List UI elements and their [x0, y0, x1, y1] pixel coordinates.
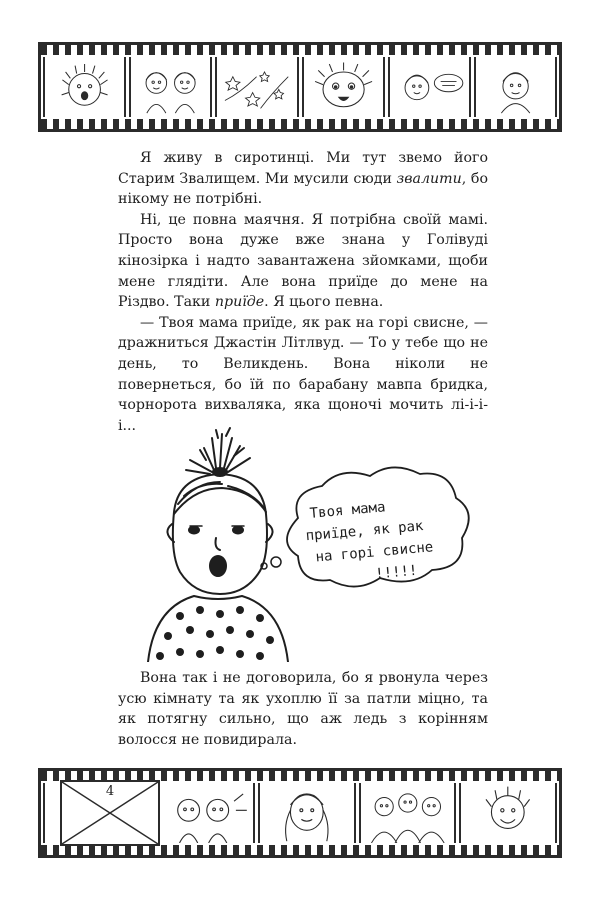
- paragraph: [118, 313, 488, 437]
- film-perforations-top: [41, 45, 559, 55]
- text-run: — Твоя мама приїде, як рак на горі свисне, — дражниться Джастін Літлвуд. — То у тебе що не день, то Великдень. Вона ніколи не повернеться, бо їй по барабану мавпа бридка, чорнорота вихваляка, яка щоночі мочить лі-і-і-і...: [118, 314, 488, 434]
- girl-shouting-sketch: [45, 57, 124, 117]
- film-frame-girl-shouting: [43, 57, 126, 117]
- girl-crying-sketch: [304, 57, 383, 117]
- film-perforations-bottom: [41, 845, 559, 855]
- text-run: . Я цього певна.: [264, 294, 384, 311]
- girl-braids-sketch: [260, 783, 354, 843]
- page-number-box: [60, 780, 160, 846]
- film-perforations-bottom: [41, 119, 559, 129]
- girl-talking-sketch: [390, 57, 469, 117]
- stars-sketch: [217, 57, 296, 117]
- text-block-top: [118, 148, 488, 436]
- group-sketch: [361, 783, 455, 843]
- page-number: 4: [105, 784, 115, 799]
- top-film-strip: [38, 42, 562, 132]
- girl-head-sketch: [167, 474, 272, 594]
- illustration-svg: [128, 426, 490, 662]
- paragraph: [118, 148, 488, 210]
- film-frame-girl-braids: [258, 783, 356, 843]
- film-frame-girl-talking: [388, 57, 471, 117]
- illustration-girl-with-speech-bubble: [128, 426, 490, 662]
- film-frame-two-girls: [158, 783, 256, 843]
- hair-spikes-sketch: [186, 428, 250, 476]
- bubble-text-line: на горі свисне: [314, 539, 434, 566]
- film-frame-girl-crying: [302, 57, 385, 117]
- text-run: , бо нікому не потрібні.: [118, 170, 488, 208]
- girl-smiling-sketch: [461, 783, 555, 843]
- italic-text-run: звалити: [396, 170, 462, 187]
- polka-dot-shirt-sketch: [148, 596, 288, 662]
- two-girls-sketch: [160, 783, 254, 843]
- bubble-text-line: Твоя мама: [309, 499, 387, 522]
- film-frame-two-girls: [129, 57, 212, 117]
- two-girls-sketch: [131, 57, 210, 117]
- italic-text-run: приїде: [214, 294, 265, 311]
- film-frame-kid: [474, 57, 557, 117]
- text-run: Я живу в сиротинці. Ми тут звемо його Старим Звалищем. Ми мусили сюди: [118, 150, 488, 187]
- text-block-bottom: [118, 668, 488, 750]
- film-frame-stars: [215, 57, 298, 117]
- paragraph: [118, 210, 488, 313]
- text-run: Вона так і не договорила, бо я рвонула через усю кімнату та як ухоплю її за патли міцно, та як потягну сильно, що аж ледь з корінням волосся не повидирала.: [118, 670, 488, 748]
- bubble-text-line: !!!!!: [374, 562, 419, 583]
- bubble-text-line: приїде, як рак: [305, 518, 425, 545]
- text-run: Ні, це повна маячня. Я потрібна своїй мамі. Просто вона дуже вже знана у Голівуді кінозірка і надто завантажена зйомками, щоби мене глядіти. Але вона приїде до мене на Різдво. Таки: [118, 211, 488, 311]
- paragraph: [118, 668, 488, 750]
- film-frame-girl-smiling: [459, 783, 557, 843]
- kid-sketch: [476, 57, 555, 117]
- film-frame-group: [359, 783, 457, 843]
